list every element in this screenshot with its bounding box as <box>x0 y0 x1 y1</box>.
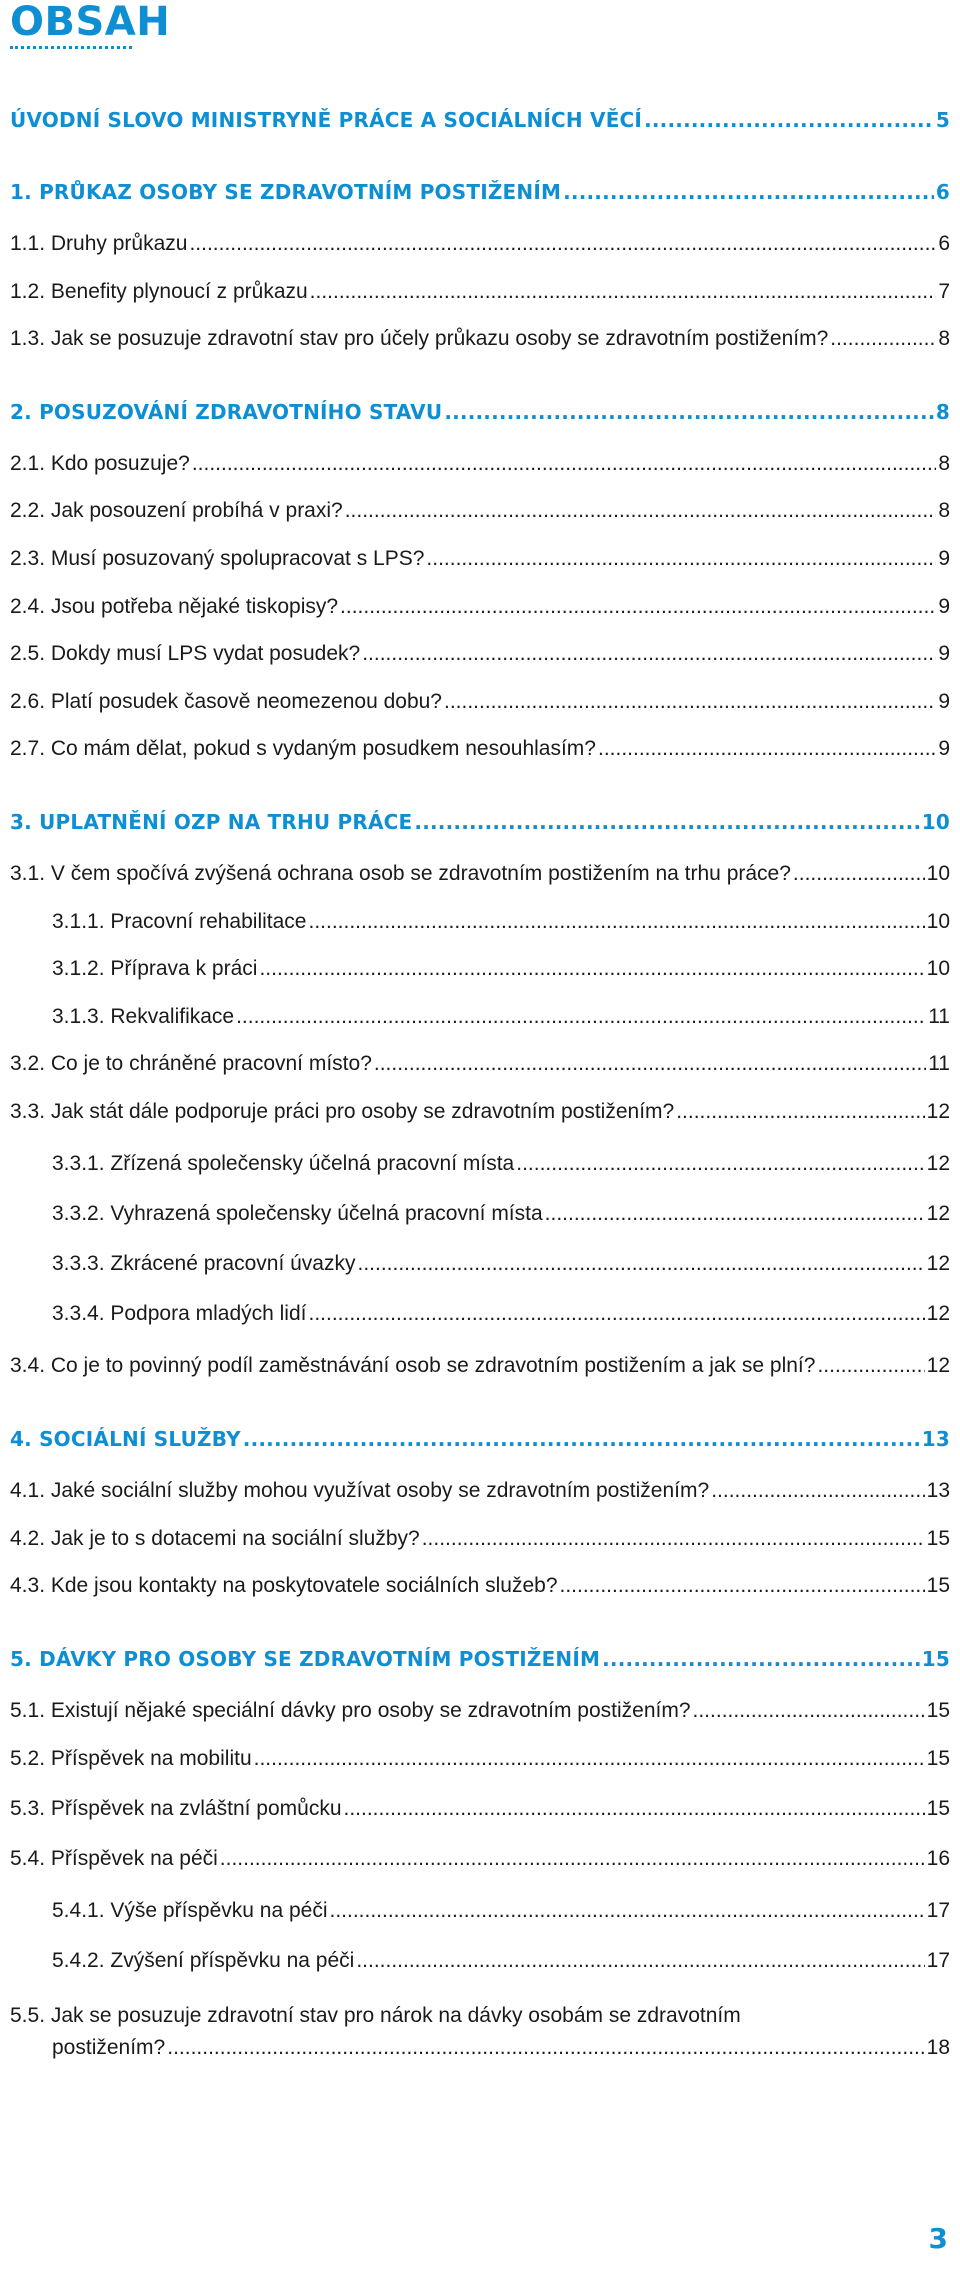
toc-entry-page: 15 <box>926 1574 950 1597</box>
dot-leader <box>545 1200 925 1228</box>
toc-entry-title: 4.1. Jaké sociální služby mohou využívat osoby se zdravotním postižením? <box>10 1479 710 1502</box>
toc-entry[interactable] <box>10 545 950 573</box>
toc-entry[interactable] <box>10 1795 950 1823</box>
toc-entry-title: 1.2. Benefity plynoucí z průkazu <box>10 280 308 303</box>
dot-leader <box>308 1300 924 1328</box>
toc-entry[interactable] <box>52 1250 950 1278</box>
toc-entry-title: 5.5. Jak se posuzuje zdravotní stav pro nárok na dávky osobám se zdravotním <box>10 2004 741 2027</box>
toc-entry-page: 9 <box>938 595 950 618</box>
toc-entry-page: 12 <box>926 1202 950 1225</box>
dot-leader <box>598 735 936 763</box>
toc-entry[interactable] <box>10 1050 950 1078</box>
dot-leader <box>602 1645 920 1673</box>
toc-entry[interactable] <box>10 1425 950 1453</box>
toc-entry-page: 6 <box>938 232 950 255</box>
toc-entry-page: 5 <box>935 108 950 132</box>
dot-leader <box>220 1845 925 1873</box>
toc-entry[interactable] <box>52 1300 950 1328</box>
toc-entry[interactable] <box>52 908 950 936</box>
toc-entry-page: 13 <box>926 1479 950 1502</box>
toc-entry[interactable] <box>10 1352 950 1380</box>
toc-entry[interactable] <box>10 450 950 478</box>
toc-entry[interactable] <box>10 1645 950 1673</box>
toc-entry-page: 10 <box>921 810 950 834</box>
dot-leader <box>330 1897 925 1925</box>
dot-leader <box>259 955 924 983</box>
dot-leader <box>422 1525 925 1553</box>
toc-entry-page: 12 <box>926 1302 950 1325</box>
toc-entry-title: 5.4. Příspěvek na péči <box>10 1847 218 1870</box>
toc-entry[interactable] <box>10 735 950 763</box>
dot-leader <box>426 545 936 573</box>
toc-entry-page: 12 <box>926 1354 950 1377</box>
dot-leader <box>711 1477 924 1505</box>
toc-entry-page: 9 <box>938 690 950 713</box>
toc-entry-title: 2.4. Jsou potřeba nějaké tiskopisy? <box>10 595 339 618</box>
toc-entry-title: 3.1.2. Příprava k práci <box>52 957 258 980</box>
toc-entry-title: 3.3.1. Zřízená společensky účelná pracovní místa <box>52 1152 515 1175</box>
dot-leader <box>310 278 937 306</box>
toc-entry[interactable] <box>10 497 950 525</box>
toc-entry[interactable] <box>10 278 950 306</box>
toc-entry-page: 11 <box>928 1052 950 1075</box>
dot-leader <box>167 2032 924 2064</box>
toc-entry[interactable] <box>52 955 950 983</box>
toc-entry-page: 16 <box>926 1847 950 1870</box>
toc-entry-page: 12 <box>926 1152 950 1175</box>
toc-entry-title: 3.4. Co je to povinný podíl zaměstnávání osob se zdravotním postižením a jak se plní? <box>10 1354 816 1377</box>
toc-entry[interactable] <box>10 1525 950 1553</box>
toc-entry[interactable] <box>10 1477 950 1505</box>
toc-entry-title: 5.4.2. Zvýšení příspěvku na péči <box>52 1949 355 1972</box>
toc-entry-page: 15 <box>926 1797 950 1820</box>
toc-entry-title: 3.3.2. Vyhrazená společensky účelná pracovní místa <box>52 1202 543 1225</box>
toc-entry-page: 8 <box>938 327 950 350</box>
toc-entry[interactable] <box>10 230 950 258</box>
toc-entry-page: 6 <box>935 180 950 204</box>
toc-entry[interactable] <box>10 398 950 426</box>
toc-entry-title: 3.3.4. Podpora mladých lidí <box>52 1302 307 1325</box>
dot-leader <box>356 1947 924 1975</box>
dot-leader <box>308 908 924 936</box>
toc-entry-title: 5.2. Příspěvek na mobilitu <box>10 1747 252 1770</box>
dot-leader <box>345 497 937 525</box>
toc-entry[interactable] <box>10 1572 950 1600</box>
dot-leader <box>830 325 936 353</box>
toc-entry[interactable] <box>52 1947 950 1975</box>
toc-entry-title: 3.3. Jak stát dále podporuje práci pro osoby se zdravotním postižením? <box>10 1100 675 1123</box>
toc-entry-page: 17 <box>926 1949 950 1972</box>
toc-entry-title: 2.2. Jak posouzení probíhá v praxi? <box>10 499 343 522</box>
toc-entry-title: 5. DÁVKY PRO OSOBY SE ZDRAVOTNÍM POSTIŽENÍM <box>10 1647 601 1671</box>
dot-leader <box>340 593 936 621</box>
toc-entry-page: 9 <box>938 547 950 570</box>
toc-entry-title: 2.1. Kdo posuzuje? <box>10 452 190 475</box>
toc-entry-title: 2.5. Dokdy musí LPS vydat posudek? <box>10 642 361 665</box>
toc-entry-title: 5.4.1. Výše příspěvku na péči <box>52 1899 328 1922</box>
toc-entry[interactable] <box>10 2000 950 2064</box>
dot-leader <box>243 1425 920 1453</box>
toc-entry-title: 2.6. Platí posudek časově neomezenou dobu? <box>10 690 442 713</box>
toc-entry[interactable] <box>10 106 950 134</box>
toc-entry-page: 10 <box>926 910 950 933</box>
toc-entry[interactable] <box>10 1845 950 1873</box>
toc-entry-page: 8 <box>935 400 950 424</box>
toc-entry[interactable] <box>52 1003 950 1031</box>
toc-entry-title: 2.7. Co mám dělat, pokud s vydaným posudkem nesouhlasím? <box>10 737 596 760</box>
toc-entry[interactable] <box>52 1200 950 1228</box>
toc-entry-page: 8 <box>938 452 950 475</box>
toc-entry-title: 4. SOCIÁLNÍ SLUŽBY <box>10 1427 241 1451</box>
toc-entry-page: 10 <box>926 957 950 980</box>
toc-entry-page: 15 <box>926 1527 950 1550</box>
dot-leader <box>444 688 936 716</box>
dot-leader <box>192 450 937 478</box>
page-number: 3 <box>928 2222 948 2255</box>
toc-entry[interactable] <box>10 593 950 621</box>
toc-entry-title-continued: postižením? <box>52 2036 166 2059</box>
dot-leader <box>236 1003 926 1031</box>
toc-entry-page: 15 <box>926 1699 950 1722</box>
toc-entry[interactable] <box>52 1150 950 1178</box>
dot-leader <box>362 640 936 668</box>
toc-entry-title: 3.2. Co je to chráněné pracovní místo? <box>10 1052 372 1075</box>
toc-entry-title: 3.1.1. Pracovní rehabilitace <box>52 910 307 933</box>
dot-leader <box>793 860 925 888</box>
toc-entry-title: 1.1. Druhy průkazu <box>10 232 188 255</box>
toc-entry[interactable] <box>10 1098 950 1126</box>
toc-entry-page: 17 <box>926 1899 950 1922</box>
toc-entry-page: 15 <box>926 1747 950 1770</box>
dot-leader <box>358 1250 925 1278</box>
toc-entry-page: 12 <box>926 1100 950 1123</box>
title-underline <box>10 46 132 49</box>
toc-entry-page: 7 <box>938 280 950 303</box>
toc-entry-title: 5.1. Existují nějaké speciální dávky pro osoby se zdravotním postižením? <box>10 1699 691 1722</box>
toc-entry[interactable] <box>10 860 950 888</box>
toc-entry-page: 8 <box>938 499 950 522</box>
toc-entry[interactable] <box>10 688 950 716</box>
toc-entry-title: 3. UPLATNĚNÍ OZP NA TRHU PRÁCE <box>10 810 413 834</box>
dot-leader <box>189 230 936 258</box>
toc-entry[interactable] <box>10 178 950 206</box>
dot-leader <box>817 1352 924 1380</box>
toc-entry[interactable] <box>10 808 950 836</box>
dot-leader <box>344 1795 925 1823</box>
dot-leader <box>560 1572 925 1600</box>
toc-entry-title: ÚVODNÍ SLOVO MINISTRYNĚ PRÁCE A SOCIÁLNÍCH VĚCÍ <box>10 108 643 132</box>
dot-leader <box>644 106 934 134</box>
toc-entry-title: 2. POSUZOVÁNÍ ZDRAVOTNÍHO STAVU <box>10 400 443 424</box>
dot-leader <box>414 808 919 836</box>
toc-entry-page: 13 <box>921 1427 950 1451</box>
dot-leader <box>676 1098 924 1126</box>
toc-entry-title: 3.1. V čem spočívá zvýšená ochrana osob se zdravotním postižením na trhu práce? <box>10 862 791 885</box>
toc-entry-page: 9 <box>938 642 950 665</box>
toc-entry[interactable] <box>10 1745 950 1773</box>
dot-leader <box>516 1150 924 1178</box>
toc-entry-title: 5.3. Příspěvek na zvláštní pomůcku <box>10 1797 342 1820</box>
toc-entry-title: 3.3.3. Zkrácené pracovní úvazky <box>52 1252 356 1275</box>
toc-entry-page: 10 <box>926 862 950 885</box>
toc-entry[interactable] <box>10 1697 950 1725</box>
toc-entry-title: 4.3. Kde jsou kontakty na poskytovatele sociálních služeb? <box>10 1574 558 1597</box>
dot-leader <box>374 1050 926 1078</box>
dot-leader <box>693 1697 925 1725</box>
toc-entry-title: 3.1.3. Rekvalifikace <box>52 1005 235 1028</box>
toc-entry[interactable] <box>52 1897 950 1925</box>
page-title: OBSAH <box>10 0 171 45</box>
toc-entry[interactable] <box>10 640 950 668</box>
toc-entry-page: 18 <box>926 2036 950 2059</box>
toc-entry-page: 9 <box>938 737 950 760</box>
toc-entry[interactable] <box>10 325 950 353</box>
toc-entry-title: 1.3. Jak se posuzuje zdravotní stav pro účely průkazu osoby se zdravotním postižením? <box>10 327 829 350</box>
toc-entry-page: 12 <box>926 1252 950 1275</box>
toc-entry-title: 1. PRŮKAZ OSOBY SE ZDRAVOTNÍM POSTIŽENÍM <box>10 180 562 204</box>
dot-leader <box>444 398 934 426</box>
toc-entry-page: 15 <box>921 1647 950 1671</box>
dot-leader <box>254 1745 925 1773</box>
dot-leader <box>563 178 934 206</box>
toc-entry-title: 2.3. Musí posuzovaný spolupracovat s LPS? <box>10 547 425 570</box>
toc-entry-title: 4.2. Jak je to s dotacemi na sociální služby? <box>10 1527 420 1550</box>
toc-entry-page: 11 <box>928 1005 950 1028</box>
